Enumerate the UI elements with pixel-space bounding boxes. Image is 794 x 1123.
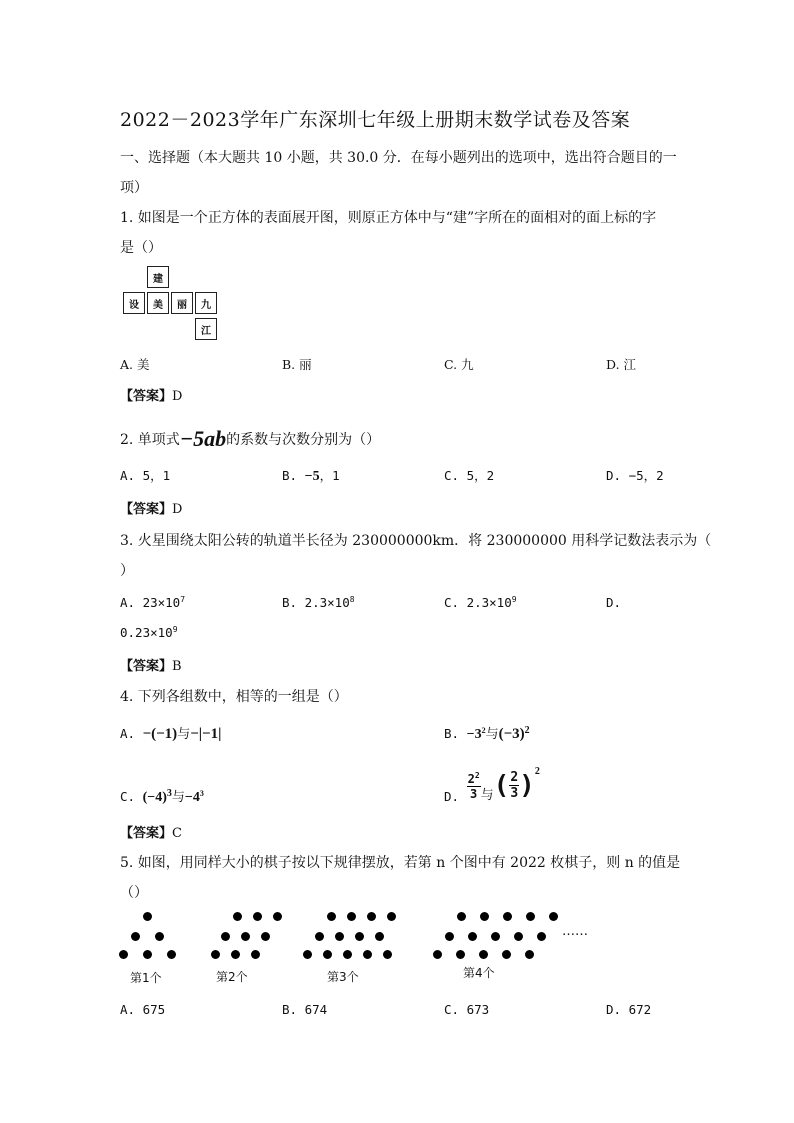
q4-option-a-right: −|−1|	[190, 726, 222, 742]
chess-piece	[347, 912, 356, 921]
section-heading-cont: 项）	[120, 180, 148, 196]
chess-piece	[261, 932, 270, 941]
ellipsis: ……	[562, 924, 588, 939]
chess-piece	[251, 950, 260, 959]
section-heading: 一、选择题（本大题共 10 小题，共 30.0 分．在每小题列出的选项中，选出符合题目的一	[120, 150, 677, 166]
q1-option-c: C. 九	[444, 357, 474, 372]
chess-piece	[503, 912, 512, 921]
q2-monomial: −5ab	[179, 426, 227, 451]
q4-option-c-left-exp: 3	[166, 787, 172, 799]
q3-option-b-base: B. 2.3×10	[282, 595, 350, 611]
q4-option-d-open-paren: (	[493, 770, 510, 801]
q3-option-d: D.	[606, 595, 622, 610]
q2-answer	[120, 498, 182, 517]
q3-option-b-exp: 8	[349, 595, 355, 604]
chess-piece	[514, 932, 523, 941]
chess-piece	[433, 950, 442, 959]
answer-label: 【答案】	[120, 659, 173, 674]
net-cell: 丽	[171, 292, 193, 314]
q5-option-d: D. 672	[606, 1002, 652, 1017]
chess-piece	[221, 932, 230, 941]
q4-option-d-close-paren: )	[519, 770, 535, 801]
chess-piece	[457, 912, 466, 921]
q4-option-a-left: −(−1)	[142, 726, 178, 742]
q2-option-b	[282, 466, 340, 485]
figure-caption: 第1个	[130, 971, 162, 985]
q1-answer	[120, 385, 182, 404]
q3-option-a	[120, 595, 185, 610]
q4-answer	[120, 822, 182, 841]
answer-value: B	[172, 659, 182, 674]
q4-option-d-exp: 2	[534, 765, 540, 777]
chess-piece	[526, 912, 535, 921]
q4-option-d	[444, 765, 540, 804]
q4-option-c-with: 与	[171, 790, 185, 805]
q4-option-c-left: (−4)	[142, 790, 167, 805]
q4-option-b-with: 与	[485, 727, 499, 742]
q3-option-c-exp: 9	[511, 595, 517, 604]
q2-option-a: A. 5，1	[120, 468, 171, 483]
q4-option-d-fraction	[467, 771, 481, 801]
chess-piece	[525, 950, 534, 959]
q2-option-b-label: B.	[282, 468, 298, 483]
q5-option-b: B. 674	[282, 1002, 328, 1017]
chess-piece	[491, 932, 500, 941]
chess-piece	[367, 912, 376, 921]
chess-piece	[211, 950, 220, 959]
net-cell: 美	[147, 292, 169, 314]
q3-option-a-exp: 7	[180, 595, 186, 604]
q5-option-a: A. 675	[120, 1002, 166, 1017]
q4-option-b-left-exp: 2	[481, 725, 486, 735]
chess-piece	[241, 932, 250, 941]
question-3-stem-cont: ）	[120, 563, 134, 579]
q4-option-d-den: 3	[470, 786, 478, 801]
answer-label: 【答案】	[120, 826, 173, 841]
chess-piece	[480, 912, 489, 921]
chess-piece	[327, 912, 336, 921]
chess-piece	[303, 950, 312, 959]
q1-option-d: D. 江	[606, 357, 637, 372]
question-3-stem: 3. 火星围绕太阳公转的轨道半长径为 230000000km．将 230000000 用科学记数法表示为（	[120, 533, 712, 549]
chess-piece	[119, 950, 128, 959]
cube-net-figure	[123, 266, 233, 346]
q2-option-c: C. 5，2	[444, 468, 495, 483]
q2-stem-prefix: 2. 单项式	[120, 432, 180, 448]
question-5-stem-cont: （）	[120, 885, 148, 901]
answer-value: C	[172, 826, 182, 841]
chess-piece	[363, 950, 372, 959]
net-cell: 建	[147, 266, 169, 288]
q3-option-b	[282, 595, 355, 610]
q4-option-b-label: B.	[444, 726, 460, 741]
question-5-stem: 5. 如图，用同样大小的棋子按以下规律摆放，若第 n 个图中有 2022 枚棋子，则 n 的值是	[120, 855, 681, 871]
q2-option-b-rest: ，1	[319, 468, 340, 483]
chess-piece	[355, 932, 364, 941]
pattern-figure	[115, 906, 595, 986]
chess-piece	[155, 932, 164, 941]
q4-option-c	[120, 786, 204, 806]
q5-option-c: C. 673	[444, 1002, 490, 1017]
chess-piece	[383, 950, 392, 959]
q3-answer	[120, 655, 182, 674]
chess-piece	[131, 932, 140, 941]
chess-piece	[231, 950, 240, 959]
answer-value: D	[172, 389, 183, 404]
q4-option-b-left: −3	[466, 727, 482, 742]
chess-piece	[445, 932, 454, 941]
chess-piece	[387, 912, 396, 921]
q4-option-d-label: D.	[444, 789, 460, 804]
q1-option-a: A. 美	[120, 357, 150, 372]
q4-option-a	[120, 723, 221, 743]
chess-piece	[375, 932, 384, 941]
q4-option-c-label: C.	[120, 789, 136, 804]
q4-option-a-with: 与	[177, 727, 191, 742]
q3-option-c-base: C. 2.3×10	[444, 595, 512, 611]
q4-option-d-num-exp: 2	[474, 770, 480, 780]
chess-piece	[315, 932, 324, 941]
q2-option-b-math: −5	[304, 469, 320, 484]
chess-piece	[233, 912, 242, 921]
chess-piece	[253, 912, 262, 921]
chess-piece	[335, 932, 344, 941]
q3-option-a-base: A. 23×10	[120, 595, 181, 611]
net-cell: 九	[195, 292, 217, 314]
q4-option-c-right-exp: 3	[199, 788, 204, 798]
chess-piece	[456, 950, 465, 959]
chess-piece	[537, 932, 546, 941]
page-title: 2022－2023学年广东深圳七年级上册期末数学试卷及答案	[120, 109, 631, 131]
q4-option-d-paren-num: 2	[510, 770, 519, 785]
q4-option-b	[444, 723, 530, 743]
figure-caption: 第2个	[216, 970, 248, 984]
figure-caption: 第3个	[327, 970, 359, 984]
answer-label: 【答案】	[120, 502, 173, 517]
q4-option-d-num: 2	[467, 771, 475, 786]
q4-option-d-paren-fraction	[509, 770, 519, 801]
q3-option-d-base: 0.23×10	[120, 625, 173, 641]
q1-option-b: B. 丽	[282, 357, 312, 372]
q3-option-c	[444, 595, 517, 610]
answer-label: 【答案】	[120, 389, 173, 404]
chess-piece	[167, 950, 176, 959]
q4-option-a-label: A.	[120, 726, 136, 741]
question-1-stem: 1. 如图是一个正方体的表面展开图，则原正方体中与“建”字所在的面相对的面上标的字	[120, 210, 657, 226]
chess-piece	[468, 932, 477, 941]
chess-piece	[273, 912, 282, 921]
q2-option-d: D. −5，2	[606, 468, 664, 483]
q2-stem-suffix: 的系数与次数分别为（）	[226, 432, 381, 448]
chess-piece	[549, 912, 558, 921]
chess-piece	[502, 950, 511, 959]
chess-piece	[323, 950, 332, 959]
q4-option-d-paren-den: 3	[510, 786, 519, 801]
answer-value: D	[172, 502, 183, 517]
q4-option-d-with: 与	[480, 788, 494, 803]
question-1-stem-cont: 是（）	[120, 240, 162, 256]
question-4-stem: 4. 下列各组数中，相等的一组是（）	[120, 689, 348, 705]
q4-option-b-right-exp: 2	[524, 724, 530, 736]
chess-piece	[143, 950, 152, 959]
net-cell: 设	[123, 292, 145, 314]
chess-piece	[479, 950, 488, 959]
net-cell: 江	[195, 318, 217, 340]
q3-option-d-value	[120, 625, 178, 640]
chess-piece	[143, 912, 152, 921]
figure-caption: 第4个	[463, 966, 495, 980]
q4-option-b-right: (−3)	[498, 726, 525, 742]
q4-option-c-right: −4	[184, 790, 200, 805]
question-2-stem	[120, 424, 380, 450]
chess-piece	[343, 950, 352, 959]
q3-option-d-exp: 9	[172, 625, 178, 634]
